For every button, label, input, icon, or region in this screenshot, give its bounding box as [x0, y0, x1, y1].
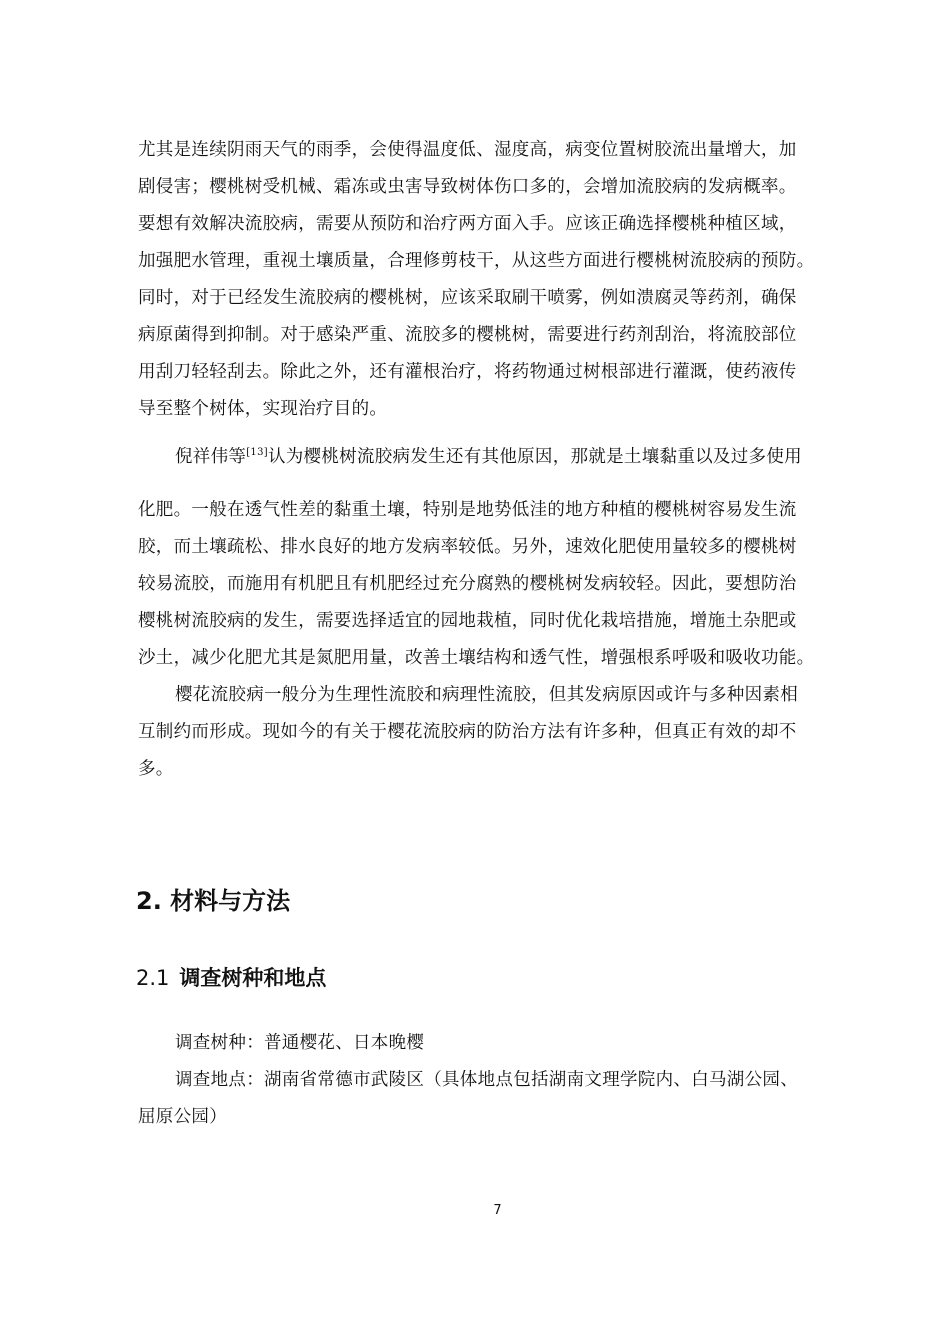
- survey-location-cont: 屈原公园）: [138, 1107, 227, 1127]
- text-segment: 认为樱桃树流胶病发生还有其他原因，那就是土壤黏重以及过多使用: [267, 447, 802, 467]
- text-line: 同时，对于已经发生流胶病的樱桃树，应该采取刷干喷雾，例如溃腐灵等药剂，确保: [138, 288, 797, 308]
- text-line: 要想有效解决流胶病，需要从预防和治疗两方面入手。应该正确选择樱桃种植区域，: [138, 214, 797, 234]
- text-line: 剧侵害；樱桃树受机械、霜冻或虫害导致树体伤口多的，会增加流胶病的发病概率。: [138, 177, 797, 197]
- section-heading: 2. 材料与方法: [136, 887, 291, 915]
- text-line: 胶，而土壤疏松、排水良好的地方发病率较低。另外，速效化肥使用量较多的樱桃树: [138, 537, 797, 557]
- text-line: 樱桃树流胶病的发生，需要选择适宜的园地栽植，同时优化栽培措施，增施土杂肥或: [138, 611, 797, 631]
- subsection-number: 2.1: [136, 966, 170, 990]
- text-line: 多。: [138, 759, 174, 779]
- survey-species: 调查树种：普通樱花、日本晚樱: [175, 1033, 425, 1053]
- citation-ref: [13]: [246, 447, 268, 458]
- text-line: 尤其是连续阴雨天气的雨季，会使得温度低、湿度高，病变位置树胶流出量增大，加: [138, 140, 797, 160]
- subsection-heading: [136, 964, 326, 992]
- page-number: 7: [493, 1203, 502, 1218]
- text-line: 较易流胶，而施用有机肥且有机肥经过充分腐熟的樱桃树发病较轻。因此，要想防治: [138, 574, 797, 594]
- author-text: 倪祥伟等: [175, 447, 247, 467]
- text-line: 病原菌得到抑制。对于感染严重、流胶多的樱桃树，需要进行药剂刮治，将流胶部位: [138, 325, 797, 345]
- text-line: 用刮刀轻轻刮去。除此之外，还有灌根治疗，将药物通过树根部进行灌溉，使药液传: [138, 362, 797, 382]
- text-line: 互制约而形成。现如今的有关于樱花流胶病的防治方法有许多种，但真正有效的却不: [138, 722, 797, 742]
- survey-location: 调查地点：湖南省常德市武陵区（具体地点包括湖南文理学院内、白马湖公园、: [175, 1070, 798, 1090]
- text-line: 加强肥水管理，重视土壤质量，合理修剪枝干，从这些方面进行樱桃树流胶病的预防。: [138, 251, 815, 271]
- text-line: 化肥。一般在透气性差的黏重土壤，特别是地势低洼的地方种植的樱桃树容易发生流: [138, 500, 797, 520]
- text-line: [175, 446, 802, 468]
- subsection-title: 调查树种和地点: [179, 966, 327, 990]
- text-line: 樱花流胶病一般分为生理性流胶和病理性流胶，但其发病原因或许与多种因素相: [175, 685, 798, 705]
- text-line: 导至整个树体，实现治疗目的。: [138, 399, 388, 419]
- text-line: 沙土，减少化肥尤其是氮肥用量，改善土壤结构和透气性，增强根系呼吸和吸收功能。: [138, 648, 815, 668]
